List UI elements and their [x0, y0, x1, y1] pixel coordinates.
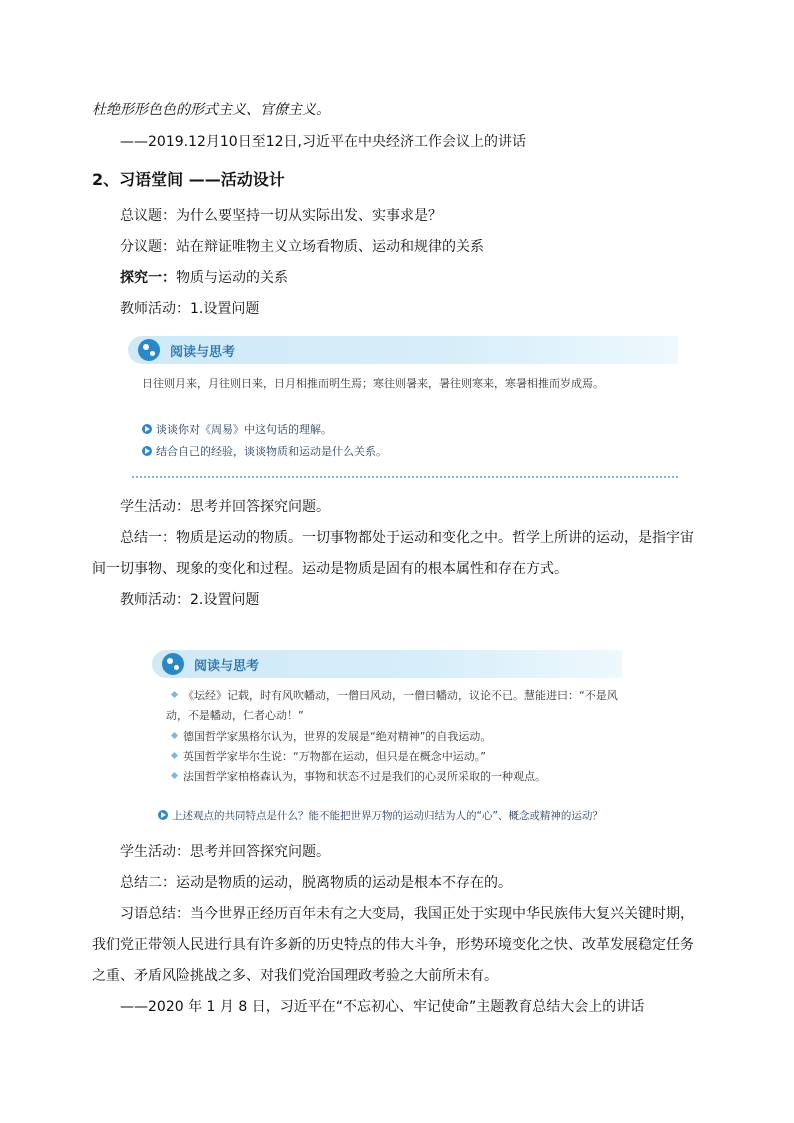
- reading-card-1: [128, 336, 678, 484]
- dotted-divider: [132, 476, 678, 478]
- summary-one-line-2: 间一切事物、现象的变化和过程。运动是物质是固有的根本属性和存在方式。: [92, 561, 568, 577]
- diamond-bullet-icon: [171, 732, 178, 739]
- sub-topic: 分议题：站在辩证唯物主义立场看物质、运动和规律的关系: [120, 239, 484, 255]
- citation-2019: ——2019.12月10日至12日,习近平在中央经济工作会议上的讲话: [120, 134, 526, 150]
- main-topic: 总议题：为什么要坚持一切从实际出发、实事求是？: [120, 208, 442, 224]
- inquiry-one: [120, 268, 288, 288]
- card-title: 阅读与思考: [194, 659, 260, 674]
- diamond-bullet-icon: [171, 772, 178, 779]
- card2-question-text: 上述观点的共同特点是什么？能不能把世界万物的运动归结为人的“心”、概念或精神的运动？: [172, 810, 603, 822]
- card2-item-2-text: 德国哲学家黑格尔认为，世界的发展是“绝对精神”的自我运动。: [183, 730, 492, 743]
- card2-item-3: [172, 749, 486, 765]
- card-question-1: [142, 422, 332, 438]
- card-quote: 日往则月来，月往则日来，日月相推而明生焉；寒往则暑来，暑往则寒来，寒暑相推而岁成焉。: [142, 377, 604, 390]
- card-question-1-text: 谈谈你对《周易》中这句话的理解。: [156, 423, 332, 436]
- card-question-2: [142, 444, 387, 460]
- card2-item-2: [172, 729, 491, 745]
- card2-question: [158, 808, 603, 824]
- card-header: [128, 336, 678, 364]
- xi-summary-line-3: 之重、矛盾风险挑战之多、对我们党治国理政考验之大前所未有。: [92, 968, 498, 984]
- paragraph-slogan: 杜绝形形色色的形式主义、官僚主义。: [92, 102, 330, 118]
- inquiry-one-text: 物质与运动的关系: [176, 270, 288, 286]
- card2-item-1: [172, 688, 618, 704]
- diamond-bullet-icon: [171, 691, 178, 698]
- card2-item-4-text: 法国哲学家柏格森认为，事物和状态不过是我们的心灵所采取的一种观点。: [183, 770, 546, 783]
- citation-2020: ——2020 年 1 月 8 日，习近平在“不忘初心、牢记使命”主题教育总结大会上的讲话: [120, 999, 645, 1015]
- card-question-2-text: 结合自己的经验，谈谈物质和运动是什么关系。: [156, 445, 387, 458]
- reading-icon: [138, 339, 160, 361]
- reading-icon: [162, 653, 184, 675]
- student-activity-1: 学生活动：思考并回答探究问题。: [120, 499, 330, 515]
- summary-one-line-1: 总结一：物质是运动的物质。一切事物都处于运动和变化之中。哲学上所讲的运动，是指宇宙: [120, 530, 694, 546]
- student-activity-2: 学生活动：思考并回答探究问题。: [120, 844, 330, 860]
- play-bullet-icon: [158, 810, 168, 820]
- inquiry-one-label: 探究一：: [120, 270, 176, 286]
- card-header: [152, 650, 622, 678]
- play-bullet-icon: [142, 424, 152, 434]
- reading-card-2: [152, 650, 622, 828]
- teacher-activity-2: 教师活动：2.设置问题: [120, 592, 260, 608]
- teacher-activity-1: 教师活动：1.设置问题: [120, 301, 260, 317]
- card2-item-1-cont: 动，不是幡动，仁者心动！”: [166, 709, 304, 722]
- xi-summary-line-2: 我们党正带领人民进行具有许多新的历史特点的伟大斗争，形势环境变化之快、改革发展稳定任务: [92, 937, 694, 953]
- diamond-bullet-icon: [171, 752, 178, 759]
- summary-two: 总结二：运动是物质的运动，脱离物质的运动是根本不存在的。: [120, 875, 512, 891]
- card-title: 阅读与思考: [170, 345, 236, 360]
- card2-item-1-text: 《坛经》记载，时有风吹幡动，一僧曰风动，一僧曰幡动，议论不已。慧能进曰：“不是风: [183, 689, 618, 702]
- section-heading: 2、习语堂间 ——活动设计: [92, 170, 285, 189]
- xi-summary-line-1: 习语总结：当今世界正经历百年未有之大变局，我国正处于实现中华民族伟大复兴关键时期，: [120, 906, 694, 922]
- play-bullet-icon: [142, 446, 152, 456]
- card2-item-3-text: 英国哲学家毕尔生说：“万物都在运动，但只是在概念中运动。”: [183, 750, 486, 763]
- card2-item-4: [172, 769, 546, 785]
